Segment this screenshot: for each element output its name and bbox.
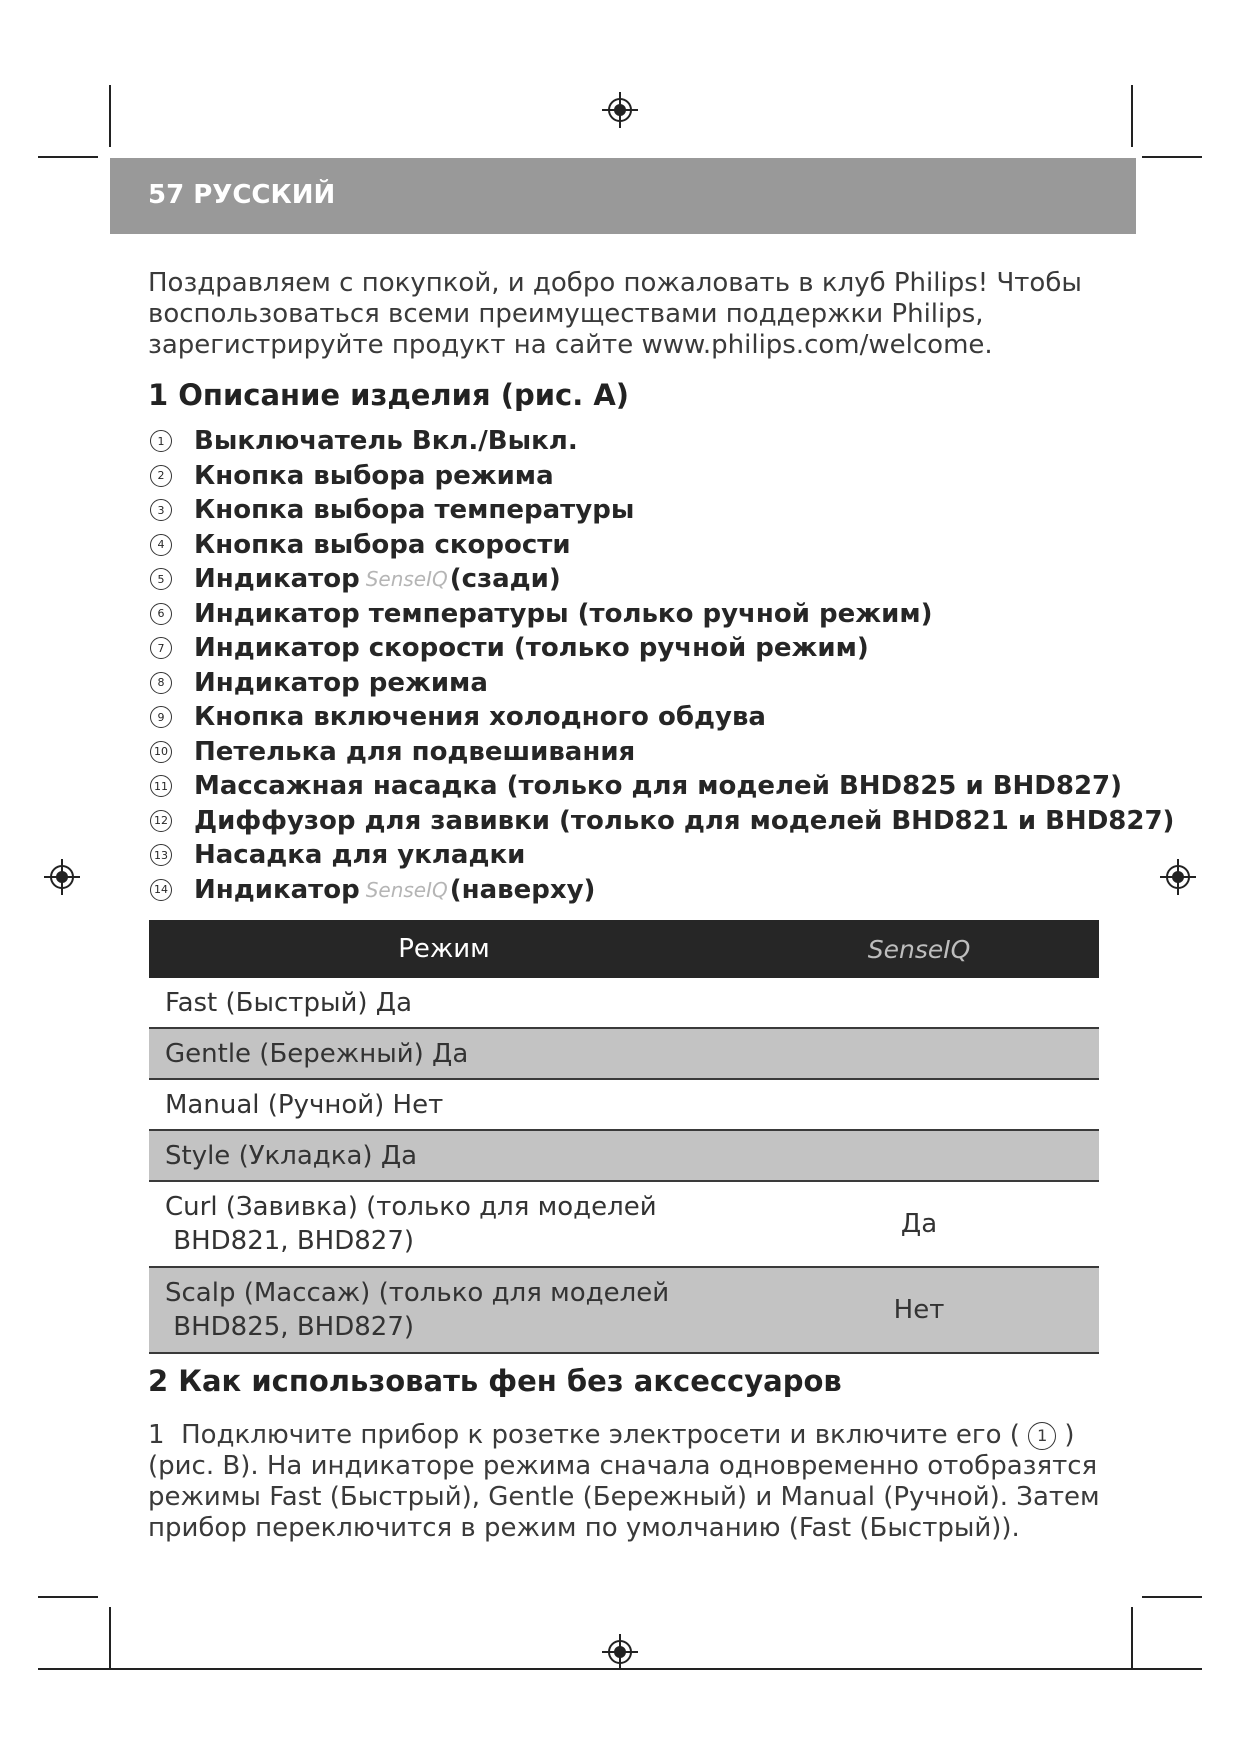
table-row (149, 1130, 1099, 1181)
column-header-senseiq: SenseIQ (739, 920, 1099, 978)
registration-mark-icon (602, 92, 638, 128)
value-cell (739, 1079, 1099, 1130)
list-item: 11 Массажная насадка (только для моделей BHD825 и BHD827) (148, 769, 1108, 804)
list-item: 14 Индикатор SenseIQ (наверху) (148, 873, 1108, 908)
mode-cell: Manual (Ручной) Нет (149, 1079, 739, 1130)
mode-table (149, 920, 1099, 1354)
list-item: 6 Индикатор температуры (только ручной режим) (148, 597, 1108, 632)
value-cell (739, 1028, 1099, 1079)
item-number: 4 (150, 534, 172, 556)
item-number: 13 (150, 844, 172, 866)
value-cell: Нет (739, 1267, 1099, 1353)
list-item: 3 Кнопка выбора температуры (148, 493, 1108, 528)
power-switch-ref-icon: 1 (1028, 1422, 1056, 1450)
list-item: 13 Насадка для укладки (148, 838, 1108, 873)
value-cell: Да (739, 1181, 1099, 1267)
item-number: 10 (150, 741, 172, 763)
page-title: 57 РУССКИЙ (148, 180, 336, 210)
table-row (149, 978, 1099, 1028)
mode-cell: Style (Укладка) Да (149, 1130, 739, 1181)
step-paragraph: 1 Подключите прибор к розетке электросети и включите его ( 1 ) (рис. B). На индикаторе режима сначала одновременно отобразятся режимы Fast (Быстрый), Gentle (Бережный) и Manual (Ручной). Затем прибор переключится в режим по умолчанию (Fast (Быстрый)). (148, 1420, 1100, 1543)
list-item: 2 Кнопка выбора режима (148, 459, 1108, 494)
list-item: 5 Индикатор SenseIQ (сзади) (148, 562, 1108, 597)
senseiq-logo: SenseIQ (365, 567, 448, 592)
list-item: 12 Диффузор для завивки (только для моделей BHD821 и BHD827) (148, 804, 1108, 839)
item-number: 7 (150, 637, 172, 659)
list-item: 8 Индикатор режима (148, 666, 1108, 701)
item-number: 6 (150, 603, 172, 625)
item-number: 3 (150, 499, 172, 521)
crop-mark (1142, 1596, 1202, 1598)
table-row (149, 1028, 1099, 1079)
item-number: 14 (150, 879, 172, 901)
section-heading: 2 Как использовать фен без аксессуаров (148, 1364, 842, 1398)
crop-mark (38, 1596, 98, 1598)
item-number: 5 (150, 568, 172, 590)
registration-mark-icon (44, 859, 80, 895)
list-item: 9 Кнопка включения холодного обдува (148, 700, 1108, 735)
section-heading: 1 Описание изделия (рис. A) (148, 378, 630, 412)
list-item: 4 Кнопка выбора скорости (148, 528, 1108, 563)
column-header-mode: Режим (149, 920, 739, 978)
crop-mark (1131, 85, 1133, 147)
crop-mark (109, 85, 111, 147)
step-number: 1 (148, 1420, 165, 1450)
table-row (149, 1079, 1099, 1130)
crop-mark (1131, 1607, 1133, 1669)
mode-cell: Gentle (Бережный) Да (149, 1028, 739, 1079)
crop-mark (1142, 156, 1202, 158)
list-item: 1 Выключатель Вкл./Выкл. (148, 424, 1108, 459)
senseiq-logo: SenseIQ (365, 877, 448, 902)
registration-mark-icon (1160, 859, 1196, 895)
page-header (110, 158, 1136, 234)
list-item: 10 Петелька для подвешивания (148, 735, 1108, 770)
value-cell (739, 1130, 1099, 1181)
parts-list (148, 424, 1175, 907)
item-number: 11 (150, 775, 172, 797)
item-number: 9 (150, 706, 172, 728)
table-row (149, 1181, 1099, 1267)
intro-paragraph: Поздравляем с покупкой, и добро пожаловать в клуб Philips! Чтобы воспользоваться всеми преимуществами поддержки Philips, зарегистрируйте продукт на сайте www.philips.com/welcome. (148, 268, 1082, 360)
table-header-row (149, 920, 1099, 978)
mode-cell: Scalp (Массаж) (только для моделей BHD825, BHD827) (149, 1267, 739, 1353)
crop-mark (38, 156, 98, 158)
table-row (149, 1267, 1099, 1353)
item-number: 8 (150, 672, 172, 694)
value-cell (739, 978, 1099, 1028)
mode-cell: Fast (Быстрый) Да (149, 978, 739, 1028)
item-number: 1 (150, 430, 172, 452)
item-number: 2 (150, 465, 172, 487)
registration-mark-icon (602, 1634, 638, 1670)
crop-mark (109, 1607, 111, 1669)
mode-cell: Curl (Завивка) (только для моделей BHD821, BHD827) (149, 1181, 739, 1267)
item-number: 12 (150, 810, 172, 832)
list-item: 7 Индикатор скорости (только ручной режим) (148, 631, 1108, 666)
